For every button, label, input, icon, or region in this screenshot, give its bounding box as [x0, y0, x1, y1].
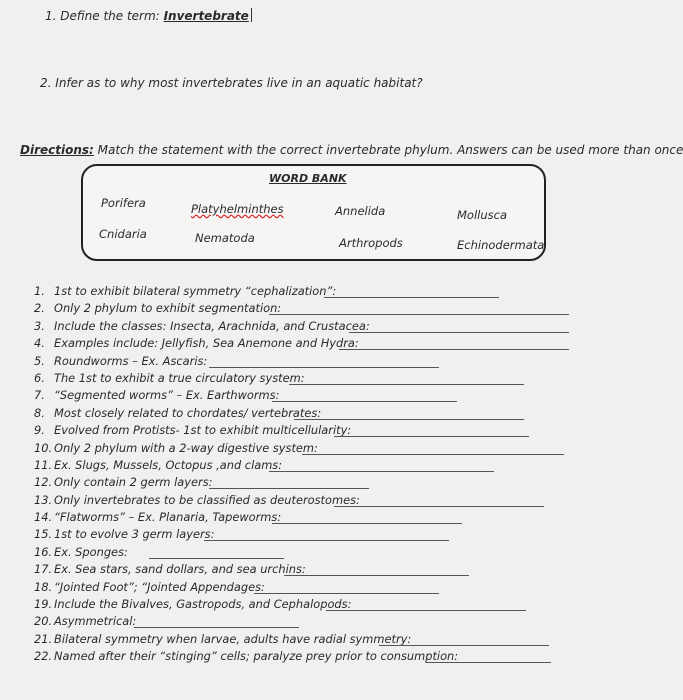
item-number: 16.: [34, 544, 53, 559]
item-number: 6.: [34, 370, 45, 385]
answer-blank[interactable]: [209, 367, 439, 368]
item-number: 12.: [34, 475, 53, 490]
list-item: [34, 597, 594, 614]
list-item: [34, 510, 594, 527]
answer-blank[interactable]: [149, 558, 284, 559]
item-number: 8.: [34, 405, 45, 420]
item-number: 13.: [34, 492, 53, 507]
item-text: Bilateral symmetry when larvae, adults have radial symmetry:: [54, 631, 412, 646]
question-2-number: 2.: [40, 76, 52, 90]
directions-label: Directions:: [20, 143, 94, 157]
answer-blank[interactable]: [134, 627, 299, 628]
item-text: Most closely related to chordates/ vertebrates:: [54, 405, 322, 420]
answer-blank[interactable]: [289, 384, 524, 385]
list-item: [34, 545, 594, 562]
list-item: [34, 423, 594, 440]
item-number: 22.: [34, 649, 53, 664]
word-cnidaria: Cnidaria: [99, 227, 147, 241]
item-text: Roundworms – Ex. Ascaris:: [54, 353, 208, 368]
answer-blank[interactable]: [272, 523, 462, 524]
item-text: Evolved from Protists- 1st to exhibit multicellularity:: [54, 423, 352, 438]
answer-blank[interactable]: [254, 593, 439, 594]
list-item: [34, 406, 594, 423]
directions-text: Match the statement with the correct invertebrate phylum. Answers can be used more than once: [93, 143, 683, 157]
answer-blank[interactable]: [269, 471, 494, 472]
question-1: [45, 8, 252, 23]
item-text: 1st to exhibit bilateral symmetry “cephalization”:: [54, 284, 337, 298]
question-2: [40, 76, 423, 90]
question-2-text: Infer as to why most invertebrates live in an aquatic habitat?: [55, 76, 423, 90]
question-1-number: 1.: [45, 9, 57, 23]
list-item: [34, 301, 594, 318]
word-arthropods: Arthropods: [339, 236, 403, 250]
answer-blank[interactable]: [334, 436, 529, 437]
item-number: 1.: [34, 284, 45, 298]
word-porifera: Porifera: [101, 196, 146, 210]
list-item: [34, 580, 594, 597]
answer-blank[interactable]: [302, 454, 564, 455]
item-number: 7.: [34, 388, 45, 403]
answer-blank[interactable]: [269, 314, 569, 315]
item-text: Ex. Sea stars, sand dollars, and sea urchins:: [54, 562, 306, 577]
item-text: 1st to evolve 3 germ layers:: [54, 527, 215, 542]
item-text: “Segmented worms” – Ex. Earthworms:: [54, 388, 280, 403]
item-text: The 1st to exhibit a true circulatory system:: [54, 370, 305, 385]
item-number: 15.: [34, 527, 53, 542]
list-item: [34, 649, 594, 666]
word-nematoda: Nematoda: [195, 231, 255, 245]
word-echinodermata: Echinodermata: [457, 238, 545, 252]
item-text: Only 2 phylum with a 2-way digestive system:: [54, 440, 318, 455]
item-text: Only contain 2 germ layers:: [54, 475, 213, 490]
item-text: Include the Bivalves, Gastropods, and Cephalopods:: [54, 597, 352, 612]
item-number: 18.: [34, 579, 53, 594]
item-text: “Flatworms” – Ex. Planaria, Tapeworms:: [54, 510, 282, 525]
answer-blank[interactable]: [379, 645, 549, 646]
text-cursor: [251, 8, 252, 22]
word-annelida: Annelida: [335, 204, 386, 218]
item-text: “Jointed Foot”; “Jointed Appendages:: [54, 579, 265, 594]
item-text: Asymmetrical:: [54, 614, 137, 629]
list-item: [34, 458, 594, 475]
question-1-term: Invertebrate: [163, 9, 249, 23]
answer-blank[interactable]: [204, 540, 449, 541]
list-item: [34, 388, 594, 405]
list-item: [34, 614, 594, 631]
item-number: 3.: [34, 318, 45, 333]
answer-blank[interactable]: [339, 349, 569, 350]
list-item: [34, 441, 594, 458]
word-mollusca: Mollusca: [457, 208, 507, 222]
list-item: [34, 632, 594, 649]
item-number: 9.: [34, 423, 45, 438]
item-number: 19.: [34, 597, 53, 612]
item-text: Only invertebrates to be classified as deuterostomes:: [54, 492, 360, 507]
item-number: 11.: [34, 457, 53, 472]
item-number: 10.: [34, 440, 53, 455]
directions: [20, 143, 683, 157]
answer-blank[interactable]: [209, 488, 369, 489]
item-number: 5.: [34, 353, 45, 368]
answer-blank[interactable]: [334, 506, 544, 507]
item-number: 2.: [34, 301, 45, 316]
list-item: [34, 562, 594, 579]
list-item: [34, 527, 594, 544]
list-item: [34, 319, 594, 336]
word-bank-title: WORD BANK: [269, 172, 347, 185]
answer-blank[interactable]: [272, 401, 457, 402]
list-item: [34, 475, 594, 492]
answer-blank[interactable]: [426, 662, 551, 663]
item-text: Named after their “stinging” cells; paralyze prey prior to consumption:: [54, 649, 459, 664]
word-platyhelminthes: Platyhelminthes: [191, 202, 284, 216]
list-item: [34, 284, 594, 301]
item-number: 21.: [34, 631, 53, 646]
item-text: Examples include: Jellyfish, Sea Anemone and Hydra:: [54, 336, 359, 351]
item-text: Include the classes: Insecta, Arachnida, and Crustacea:: [54, 318, 370, 333]
question-1-text: Define the term:: [60, 9, 160, 23]
item-number: 4.: [34, 336, 45, 351]
answer-blank[interactable]: [349, 332, 569, 333]
answer-blank[interactable]: [324, 297, 499, 298]
list-item: [34, 493, 594, 510]
item-number: 14.: [34, 510, 53, 525]
word-bank: [81, 164, 546, 261]
answer-blank[interactable]: [284, 575, 469, 576]
item-text: Ex. Sponges:: [54, 544, 128, 559]
item-text: Only 2 phylum to exhibit segmentation:: [54, 301, 282, 316]
matching-list: [34, 284, 594, 667]
answer-blank[interactable]: [294, 419, 524, 420]
list-item: [34, 354, 594, 371]
item-number: 20.: [34, 614, 53, 629]
item-number: 17.: [34, 562, 53, 577]
list-item: [34, 371, 594, 388]
list-item: [34, 336, 594, 353]
item-text: Ex. Slugs, Mussels, Octopus ,and clams:: [54, 457, 283, 472]
answer-blank[interactable]: [326, 610, 526, 611]
